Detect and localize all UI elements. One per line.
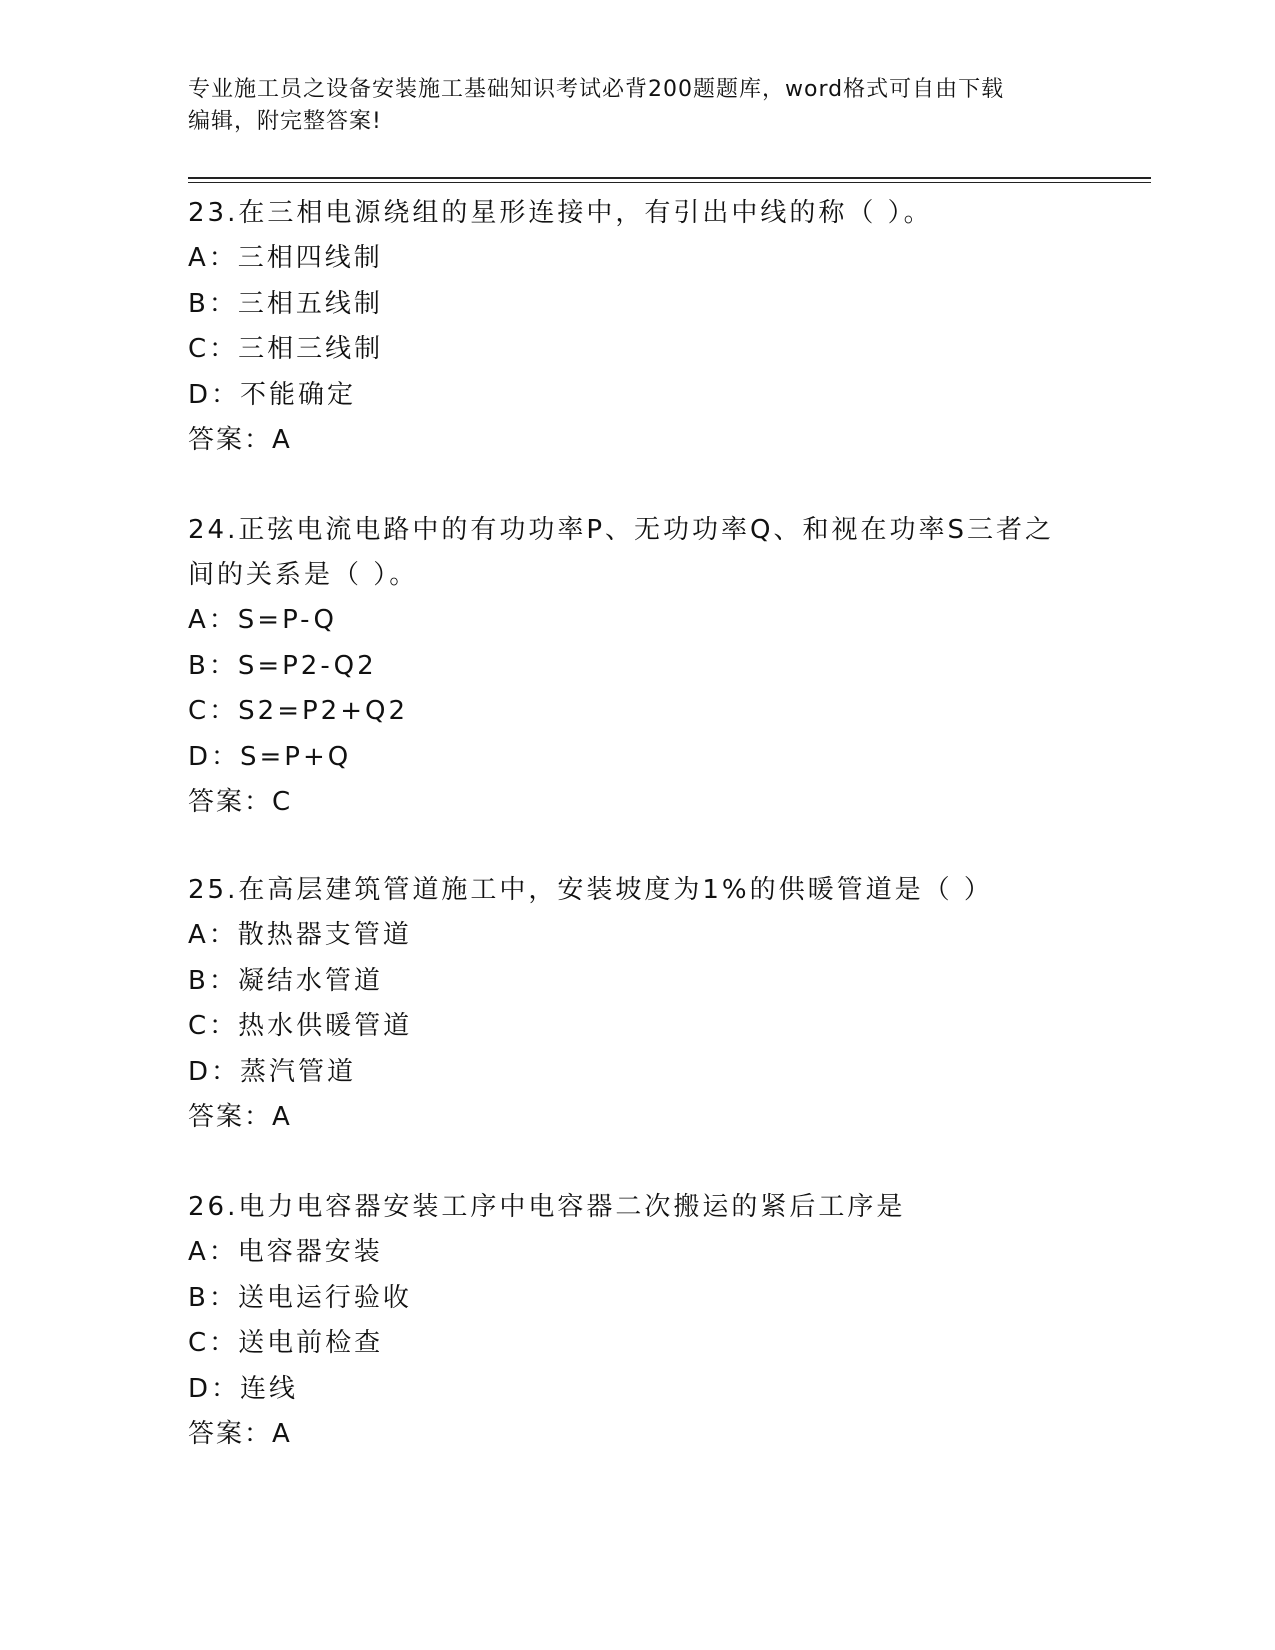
- option-b: B：S=P2-Q2: [188, 650, 377, 681]
- option-c: C：送电前检查: [188, 1328, 384, 1358]
- option-a: A：电容器安装: [188, 1237, 383, 1267]
- answer-line: 答案：A: [188, 425, 292, 455]
- option-d: D：S=P+Q: [188, 741, 352, 772]
- header-divider-thin: [188, 182, 1151, 183]
- question-stem-continued: 间的关系是（ ）。: [188, 560, 419, 590]
- answer-line: 答案：A: [188, 1419, 292, 1449]
- option-c: C：热水供暖管道: [188, 1011, 413, 1041]
- option-b: B：三相五线制: [188, 288, 383, 319]
- question-block: [188, 868, 1088, 1140]
- option-c: C：S2=P2+Q2: [188, 696, 408, 726]
- question-block: [188, 508, 1088, 825]
- option-d: D：蒸汽管道: [188, 1056, 357, 1087]
- option-b: B：送电运行验收: [188, 1282, 412, 1313]
- option-d: D：不能确定: [188, 379, 357, 410]
- question-stem: 24.正弦电流电路中的有功功率P、无功功率Q、和视在功率S三者之: [188, 515, 1054, 545]
- answer-line: 答案：C: [188, 787, 293, 817]
- option-c: C：三相三线制: [188, 334, 384, 364]
- header-line-2: 编辑，附完整答案!: [188, 109, 382, 134]
- header-line-1: 专业施工员之设备安装施工基础知识考试必背200题题库，word格式可自由下载: [188, 77, 1005, 102]
- document-header: [188, 74, 1088, 138]
- question-stem: 25.在高层建筑管道施工中，安装坡度为1%的供暖管道是（ ）: [188, 875, 993, 905]
- option-a: A：S=P-Q: [188, 605, 337, 635]
- answer-line: 答案：A: [188, 1102, 292, 1132]
- question-stem: 23.在三相电源绕组的星形连接中，有引出中线的称（ ）。: [188, 198, 933, 228]
- header-divider-thick: [188, 177, 1151, 179]
- option-d: D：连线: [188, 1373, 299, 1404]
- option-a: A：三相四线制: [188, 243, 383, 273]
- question-block: [188, 191, 1088, 463]
- question-stem: 26.电力电容器安装工序中电容器二次搬运的紧后工序是: [188, 1192, 906, 1222]
- option-a: A：散热器支管道: [188, 920, 412, 950]
- question-block: [188, 1185, 1088, 1457]
- option-b: B：凝结水管道: [188, 965, 383, 996]
